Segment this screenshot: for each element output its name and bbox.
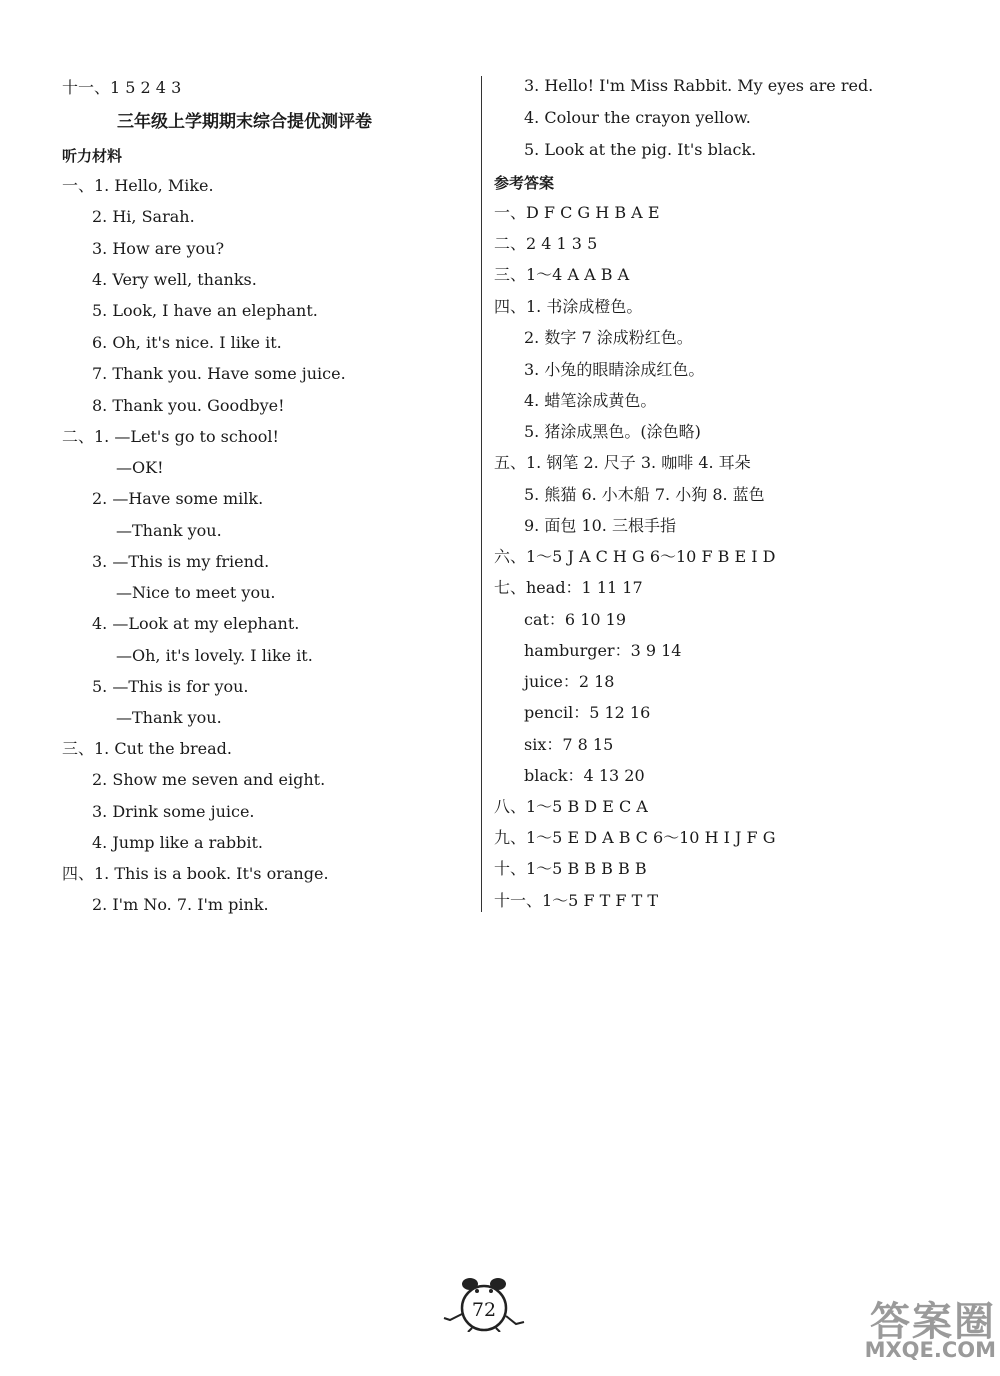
listening-line: 3. Hello! I'm Miss Rabbit. My eyes are red. (524, 76, 874, 95)
listening-line: 4. Very well, thanks. (92, 270, 257, 289)
answer-line: six：7 8 15 (524, 735, 614, 754)
listening-line: 5. Look at the pig. It's black. (524, 140, 757, 159)
answer-line: 十、1～5 B B B B B (494, 859, 647, 878)
answer-line: black：4 13 20 (524, 766, 645, 785)
listening-line: 4. Jump like a rabbit. (92, 833, 263, 852)
listening-line: 2. Show me seven and eight. (92, 770, 326, 789)
answer-line: pencil：5 12 16 (524, 703, 651, 722)
answer-line: juice：2 18 (524, 672, 615, 691)
answer-line: 四、1. 书涂成橙色。 (494, 297, 643, 316)
listening-line: 二、1. —Let's go to school! (62, 427, 279, 446)
listening-line: 4. Colour the crayon yellow. (524, 108, 751, 127)
listening-line: 8. Thank you. Goodbye! (92, 396, 285, 415)
listening-line: 一、1. Hello, Mike. (62, 176, 214, 195)
listening-line: —Thank you. (116, 521, 222, 540)
listening-line: 3. How are you? (92, 239, 225, 258)
answer-line: 三、1～4 A A B A (494, 265, 630, 284)
answer-line: 4. 蜡笔涂成黄色。 (524, 391, 657, 410)
answer-line: 一、D F C G H B A E (494, 203, 660, 222)
answer-line: 2. 数字 7 涂成粉红色。 (524, 328, 693, 347)
watermark (760, 1290, 996, 1370)
listening-line: 2. —Have some milk. (92, 489, 264, 508)
answer-line: 七、head：1 11 17 (494, 578, 643, 597)
answer-line: 九、1～5 E D A B C 6～10 H I J F G (494, 828, 776, 847)
watermark-url: MXQE.COM (864, 1338, 996, 1362)
listening-line: 5. Look, I have an elephant. (92, 301, 318, 320)
answer-line-11: 十一、1 5 2 4 3 (62, 78, 182, 97)
listening-line: 5. —This is for you. (92, 677, 249, 696)
listening-line: 2. I'm No. 7. I'm pink. (92, 895, 269, 914)
column-divider (481, 76, 482, 912)
answer-line: 五、1. 钢笔 2. 尺子 3. 咖啡 4. 耳朵 (494, 453, 751, 472)
answer-line: 十一、1～5 F T F T T (494, 891, 659, 910)
listening-line: 3. —This is my friend. (92, 552, 270, 571)
listening-line: 6. Oh, it's nice. I like it. (92, 333, 282, 352)
answer-line: hamburger：3 9 14 (524, 641, 682, 660)
answer-line: 5. 熊猫 6. 小木船 7. 小狗 8. 蓝色 (524, 485, 765, 504)
listening-line: —OK! (116, 458, 164, 477)
listening-line: 3. Drink some juice. (92, 802, 255, 821)
answer-line: 二、2 4 1 3 5 (494, 234, 598, 253)
listening-line: —Oh, it's lovely. I like it. (116, 646, 313, 665)
answer-line: 5. 猪涂成黑色。(涂色略) (524, 422, 701, 441)
listening-line: —Thank you. (116, 708, 222, 727)
page-number-area (462, 1288, 506, 1332)
listening-line: —Nice to meet you. (116, 583, 276, 602)
answer-line: 八、1～5 B D E C A (494, 797, 648, 816)
section-heading-listening: 听力材料 (62, 147, 123, 165)
section-heading-answers: 参考答案 (494, 174, 555, 192)
listening-line: 2. Hi, Sarah. (92, 207, 195, 226)
listening-line: 4. —Look at my elephant. (92, 614, 300, 633)
answer-line: 六、1～5 J A C H G 6～10 F B E I D (494, 547, 776, 566)
answer-line: cat：6 10 19 (524, 610, 627, 629)
listening-line: 四、1. This is a book. It's orange. (62, 864, 329, 883)
listening-line: 7. Thank you. Have some juice. (92, 364, 346, 383)
answer-line: 3. 小兔的眼睛涂成红色。 (524, 360, 705, 379)
page-number: 72 (471, 1299, 497, 1321)
watermark-logo: 答案圈 (870, 1299, 996, 1345)
page-title: 三年级上学期期末综合提优测评卷 (117, 112, 372, 132)
listening-line: 三、1. Cut the bread. (62, 739, 232, 758)
answer-line: 9. 面包 10. 三根手指 (524, 516, 676, 535)
